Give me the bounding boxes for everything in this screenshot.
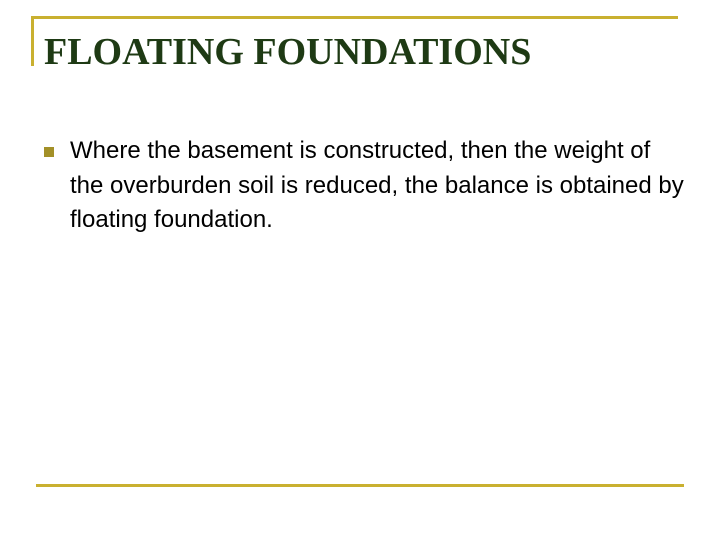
square-bullet-icon [44, 147, 54, 157]
bullet-item [44, 134, 684, 238]
title-frame-top-line [31, 16, 678, 19]
bullet-text: Where the basement is constructed, then the weight of the overburden soil is reduced, the balance is obtained by floating foundation. [70, 137, 684, 233]
title-frame-left-line [31, 16, 34, 66]
footer-divider [36, 484, 684, 487]
slide-title: FLOATING FOUNDATIONS [44, 31, 532, 73]
bullet-list [44, 134, 684, 238]
